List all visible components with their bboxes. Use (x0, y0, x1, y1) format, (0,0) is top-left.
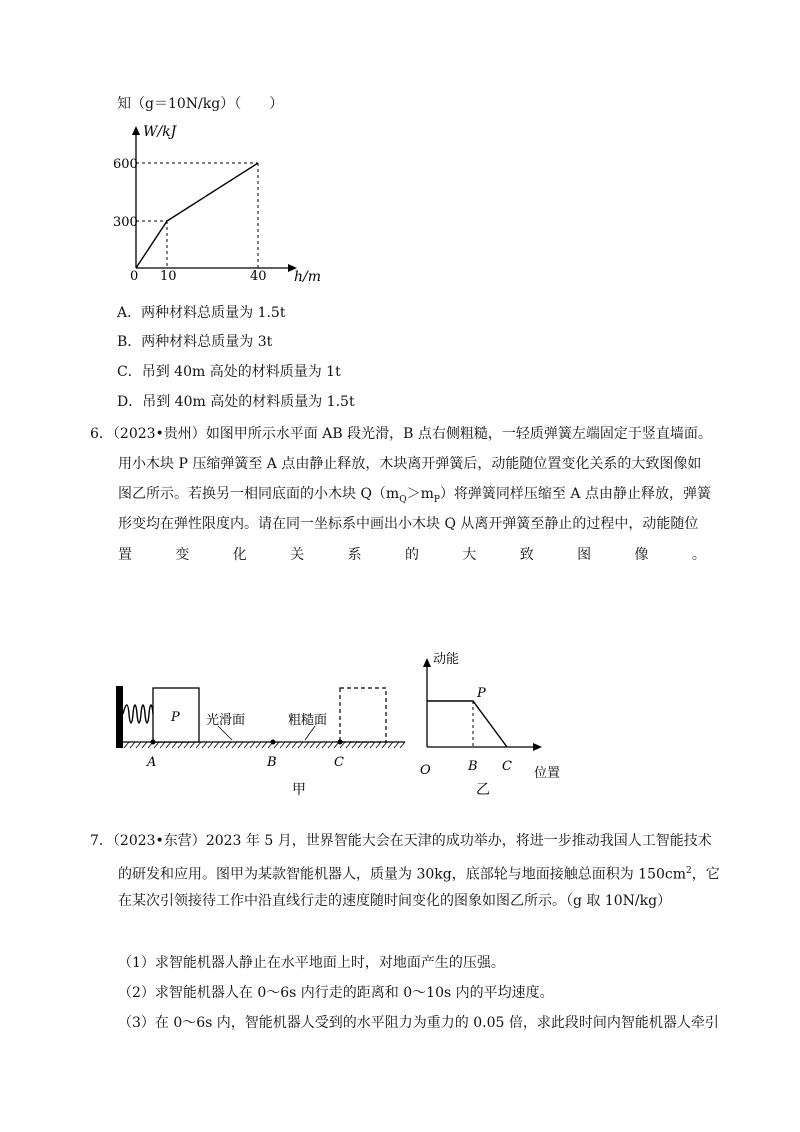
point-c-label: C (502, 759, 512, 774)
y-axis-label: 动能 (433, 652, 460, 667)
point-a (151, 740, 156, 745)
q5-option-c: C．吊到 40m 高处的材料质量为 1t (117, 364, 341, 380)
q6-number: 6． (90, 426, 113, 442)
x-axis-arrow (533, 743, 542, 751)
y-axis-arrow (132, 126, 140, 135)
q7-line-1: 7．（2023•东营）2023 年 5 月，世界智能大会在天津的成功举办，将进一步推动我国人工智能技术 (90, 833, 712, 849)
q7-line-3: 在某次引领接待工作中沿直线行走的速度随时间变化的图象如图乙所示。（g 取 10N/kg） (118, 893, 672, 909)
q6-line-4: 形变均在弹性限度内。请在同一坐标系中画出小木块 Q 从离开弹簧至静止的过程中，动能随位 (118, 516, 699, 532)
point-c-label: C (334, 755, 344, 770)
q7-subquestion-1: （1）求智能机器人静止在水平地面上时，对地面产生的压强。 (118, 955, 505, 971)
work-line (136, 163, 258, 268)
q6-line-2: 用小木块 P 压缩弹簧至 A 点由静止释放，木块离开弹簧后，动能随位置变化关系的大致图像如 (118, 456, 702, 472)
figure-yi-caption: 乙 (476, 782, 490, 798)
x-axis-label: 位置 (534, 766, 561, 781)
rough-surface-label: 粗糙面 (288, 713, 328, 728)
origin-label: O (420, 763, 431, 778)
q6-line-1: 6．（2023•贵州）如图甲所示水平面 AB 段光滑，B 点右侧粗糙，一轻质弹簧左端固定于竖直墙面。 (90, 426, 712, 442)
point-a-label: A (147, 755, 157, 770)
q5-option-b: B．两种材料总质量为 3t (117, 334, 273, 350)
x-tick-10: 10 (160, 269, 177, 282)
q7-line-2: 的研发和应用。图甲为某款智能机器人，质量为 30kg，底部轮与地面接触总面积为 $150cm^2$，它 (118, 866, 720, 883)
point-b-label: B (468, 759, 478, 774)
y-axis-label: W/kJ (143, 124, 177, 140)
q5-work-height-chart (110, 122, 340, 282)
point-c (338, 740, 343, 745)
figure-jia-caption: 甲 (292, 782, 306, 798)
q5-option-d: D．吊到 40m 高处的材料质量为 1.5t (117, 394, 355, 410)
q5-option-a: A．两种材料总质量为 1.5t (117, 305, 286, 321)
wall (116, 686, 123, 748)
point-b-label: B (267, 755, 277, 770)
x-tick-40: 40 (250, 269, 267, 282)
q7-subquestion-3: （3）在 0～6s 内，智能机器人受到的水平阻力为重力的 0.05 倍，求此段时间内智能机器人牵引 (118, 1015, 719, 1031)
kinetic-energy-curve-p (427, 701, 507, 747)
q6-figure-jia (110, 680, 410, 800)
q6-line-5: 置 变 化 关 系 的 大 致 图 像 。 (118, 547, 706, 563)
y-axis-arrow (423, 658, 431, 667)
q7-subquestion-2: （2）求智能机器人在 0～6s 内行走的距离和 0～10s 内的平均速度。 (118, 985, 554, 1001)
x-axis-label: h/m (294, 269, 322, 282)
q6-figure-yi (416, 648, 576, 798)
smooth-surface-label: 光滑面 (206, 713, 246, 728)
block-final-dashed (340, 688, 386, 742)
q6-source: （2023•贵州） (112, 426, 206, 442)
q6-line-3: 图乙所示。若换另一相同底面的小木块 $Q(m_Q>m_P)$将弹簧同样压缩至 A 点由静止释放，弹簧 (118, 486, 711, 505)
block-p-label: P (171, 710, 180, 725)
q7-number: 7． (90, 833, 113, 849)
curve-p-label: P (477, 686, 486, 701)
spring (123, 705, 153, 723)
q7-source: （2023•东营） (112, 833, 206, 849)
point-b (271, 740, 276, 745)
origin-label: 0 (130, 269, 139, 282)
q5-stem-tail: 知（g＝10N/kg）（ ） (117, 96, 284, 112)
y-tick-600: 600 (113, 157, 138, 172)
y-tick-300: 300 (113, 215, 138, 230)
